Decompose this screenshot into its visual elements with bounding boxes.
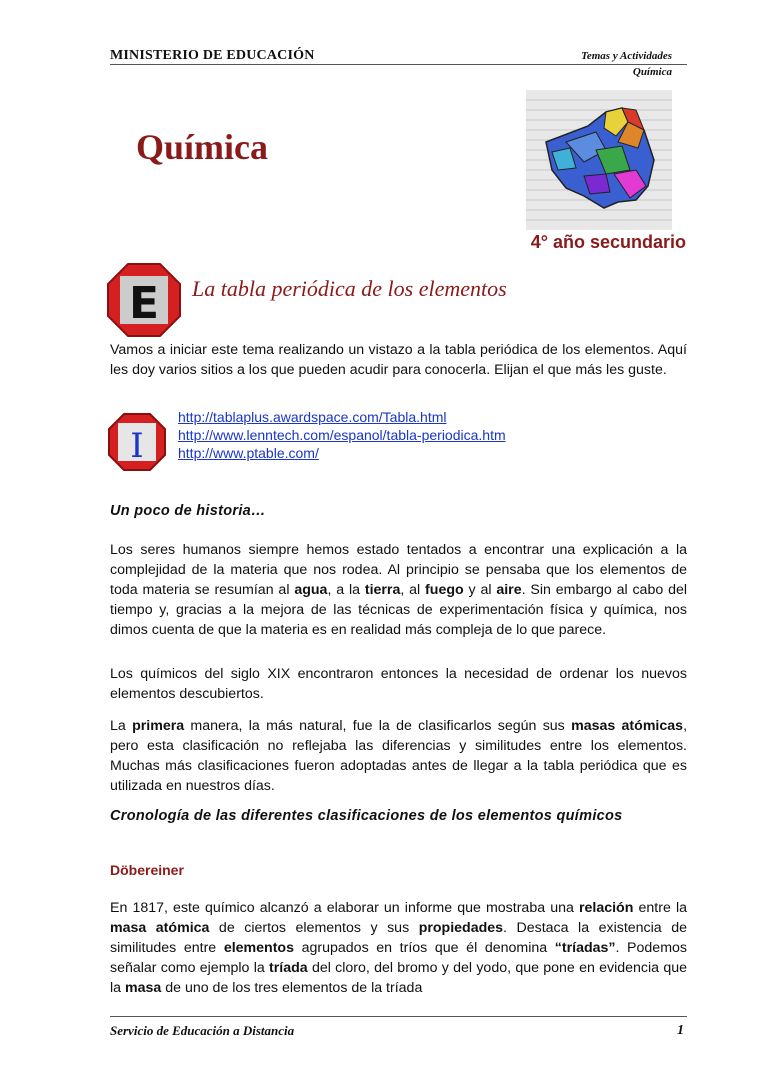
grade-label: 4° año secundario [530,232,686,252]
stop-sign-i-icon [107,412,167,472]
stop-sign-e-letter: E [128,278,160,329]
dobereiner-paragraph: En 1817, este químico alcanzó a elaborar un informe que mostraba una relación entre la masa atómica de ciertos elementos y sus propiedades. Destaca la existencia de similitudes entre elementos agrupados en tríos que él denomina “tríadas”. Podemos señalar como ejemplo la tríada del cloro, del bromo y del yodo, que pone en evidencia que la masa de uno de los tres elementos de la tríada [110,900,688,996]
chronology-heading: Cronología de las diferentes clasificaciones de los elementos químicos [110,808,623,824]
intro-paragraph: Vamos a iniciar este tema realizando un vistazo a la tabla periódica de los elementos. Aquí les doy varios sitios a los que pueden acudir para conocerla. Elijan el que más les guste. [110,342,687,378]
history-paragraph-1: Los seres humanos siempre hemos estado tentados a encontrar una explicación a la complejidad de la materia que nos rodea. Al principio se pensaba que los elementos de toda materia se resumían al agua, a la tierra, al fuego y al aire. Sin embargo al cabo del tiempo y, gracias a la mejora de las técnicas de experimentación física y química, nos dimos cuenta de que la materia es en realidad más compleja de lo que parece. [110,542,687,638]
stop-sign-e-icon [106,262,182,338]
periodic-table-brick-image [526,90,672,230]
dobereiner-heading: Döbereiner [110,862,184,878]
history-paragraph-3: La primera manera, la más natural, fue la de clasificarlos según sus masas atómicas, pero esta clasificación no reflejaba las diferencias y similitudes entre los elementos. Muchas más clasificaciones fueron adoptadas antes de llegar a la tabla periódica que es utilizada en nuestros días. [110,718,688,794]
page-title: Química [136,127,268,167]
stop-sign-i-letter: I [130,426,144,466]
history-heading: Un poco de historia… [110,503,266,519]
footer-service: Servicio de Educación a Distancia [110,1023,295,1038]
link-tablaplus[interactable]: http://tablaplus.awardspace.com/Tabla.html [178,409,447,425]
link-ptable[interactable]: http://www.ptable.com/ [178,445,319,461]
header-topics: Temas y Actividades [581,50,672,62]
history-paragraph-2: Los químicos del siglo XIX encontraron entonces la necesidad de ordenar los nuevos elementos descubiertos. [110,666,687,702]
footer-divider [110,1016,687,1017]
section-subtitle: La tabla periódica de los elementos [192,276,507,301]
page-number: 1 [677,1023,684,1038]
header-ministry: MINISTERIO DE EDUCACIÓN [110,48,315,63]
header-subject: Química [632,66,672,78]
links-list [178,408,506,462]
header-divider [110,64,687,65]
link-lenntech[interactable]: http://www.lenntech.com/espanol/tabla-periodica.htm [178,427,506,443]
